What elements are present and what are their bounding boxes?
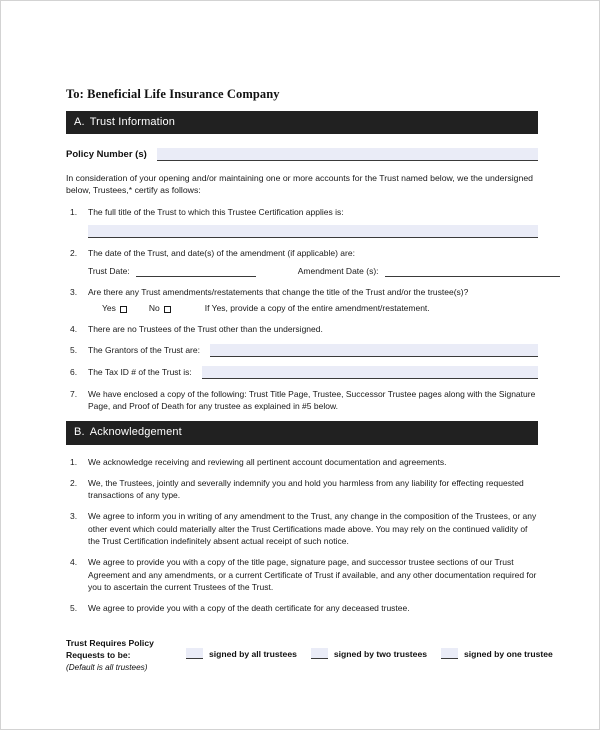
item-text: We have enclosed a copy of the following: Trust Title Page, Trustee, Successor Trustee pages along with the Signature Page, and Proof of Death for any trustee as explained in #5 below. — [88, 389, 536, 412]
document-sheet — [66, 1, 553, 673]
list-item — [66, 247, 538, 277]
section-b-header — [66, 421, 538, 444]
item-text: We agree to provide you with a copy of the death certificate for any deceased trustee. — [88, 603, 410, 614]
signature-option-two[interactable] — [311, 648, 427, 659]
list-item — [66, 456, 538, 468]
item-number: 3. — [70, 511, 78, 522]
item-number: 7. — [70, 389, 78, 400]
checkbox-no-icon[interactable] — [164, 306, 171, 313]
section-a-letter: A. — [74, 116, 85, 128]
list-item — [66, 344, 538, 357]
date-row — [88, 265, 560, 277]
signature-option-label: signed by two trustees — [333, 648, 428, 659]
trust-full-title-input[interactable] — [88, 225, 538, 238]
section-b-list — [66, 456, 538, 615]
signature-requirement-block — [66, 637, 553, 674]
section-a-list — [66, 206, 538, 413]
item-text: We agree to provide you with a copy of the title page, signature page, and successor trustee sections of our Trust Agreement and any amendments, or a current Certificate of Trust if available, and any other documentation required for you to ascertain the current Trustees of the Trust. — [88, 557, 537, 592]
item-body — [88, 344, 538, 357]
item-number: 2. — [70, 477, 78, 488]
item-number: 5. — [70, 603, 78, 614]
item-number: 1. — [70, 206, 78, 217]
checkbox-yes-icon[interactable] — [120, 306, 127, 313]
item-body — [88, 366, 538, 379]
checkbox-all-trustees-icon[interactable] — [186, 648, 203, 659]
policy-number-input[interactable] — [157, 148, 538, 161]
signature-option-label: signed by one trustee — [464, 648, 553, 659]
amendment-date-input[interactable] — [385, 265, 560, 277]
item-body — [88, 388, 538, 412]
list-item — [66, 510, 538, 547]
list-item — [66, 286, 538, 314]
checkbox-two-trustees-icon[interactable] — [311, 648, 328, 659]
section-a-header — [66, 111, 538, 134]
signature-option-one[interactable] — [441, 648, 553, 659]
yes-label: Yes — [102, 303, 116, 314]
section-b-letter: B. — [74, 426, 85, 439]
list-item — [66, 366, 538, 379]
list-item — [66, 206, 538, 238]
item-number: 6. — [70, 367, 78, 378]
grantors-input[interactable] — [210, 344, 538, 357]
list-item — [66, 602, 538, 614]
footer-line-2: Requests to be: — [66, 650, 131, 661]
item-number: 3. — [70, 286, 78, 297]
item-text: The full title of the Trust to which this Trustee Certification applies is: — [88, 206, 344, 217]
item-number: 4. — [70, 324, 78, 335]
item-body — [88, 323, 538, 335]
item-number: 4. — [70, 557, 78, 568]
policy-number-row — [66, 148, 538, 161]
item-text: We acknowledge receiving and reviewing all pertinent account documentation and agreements. — [88, 456, 447, 467]
item-body — [88, 247, 560, 277]
yes-no-row — [88, 302, 538, 314]
item-text: Are there any Trust amendments/restatements that change the title of the Trust and/or the trustee(s)? — [88, 286, 469, 297]
item-body — [88, 206, 538, 238]
item-number: 2. — [70, 247, 78, 258]
signature-option-label: signed by all trustees — [209, 648, 297, 659]
no-label: No — [148, 303, 160, 314]
signature-requirement-label — [66, 637, 186, 674]
yes-no-note: If Yes, provide a copy of the entire amendment/restatement. — [204, 303, 430, 314]
addressee-line: To: Beneficial Life Insurance Company — [66, 87, 280, 101]
checkbox-one-trustee-icon[interactable] — [441, 648, 458, 659]
list-item — [66, 477, 538, 502]
amendment-date-label: Amendment Date (s): — [297, 265, 379, 276]
item-number: 1. — [70, 456, 78, 467]
policy-number-label: Policy Number (s) — [66, 149, 147, 161]
tax-id-input[interactable] — [202, 366, 538, 379]
item-text: The date of the Trust, and date(s) of the amendment (if applicable) are: — [88, 247, 355, 258]
footer-default-note: (Default is all trustees) — [66, 662, 148, 672]
item-number: 5. — [70, 345, 78, 356]
list-item — [66, 556, 538, 593]
list-item — [66, 323, 538, 335]
section-a-title: Trust Information — [89, 116, 175, 128]
trust-date-input[interactable] — [136, 265, 256, 277]
signature-option-all[interactable] — [186, 648, 297, 659]
item-body — [88, 286, 538, 314]
item-text: The Grantors of the Trust are: — [88, 345, 200, 356]
item-text: We agree to inform you in writing of any amendment to the Trust, any change in the composition of the Trustees, or any other event which could materially alter the Trust Certifications made above. You may rely on the continued validity of the Trust Certification indefinitely absent actual receipt of such notice. — [88, 511, 537, 547]
list-item — [66, 388, 538, 412]
footer-line-1: Trust Requires Policy — [66, 637, 154, 648]
intro-paragraph: In consideration of your opening and/or maintaining one or more accounts for the Trust named below, we the undersigned below, Trustees,* certify as follows: — [66, 173, 533, 196]
item-text: We, the Trustees, jointly and severally indemnify you and hold you harmless from any liability for effecting requested transactions of any type. — [88, 477, 524, 501]
item-text: There are no Trustees of the Trust other than the undersigned. — [88, 324, 323, 335]
section-b-title: Acknowledgement — [89, 426, 182, 439]
item-text: The Tax ID # of the Trust is: — [88, 367, 192, 378]
trust-date-label: Trust Date: — [88, 265, 130, 276]
signature-options — [186, 637, 567, 659]
